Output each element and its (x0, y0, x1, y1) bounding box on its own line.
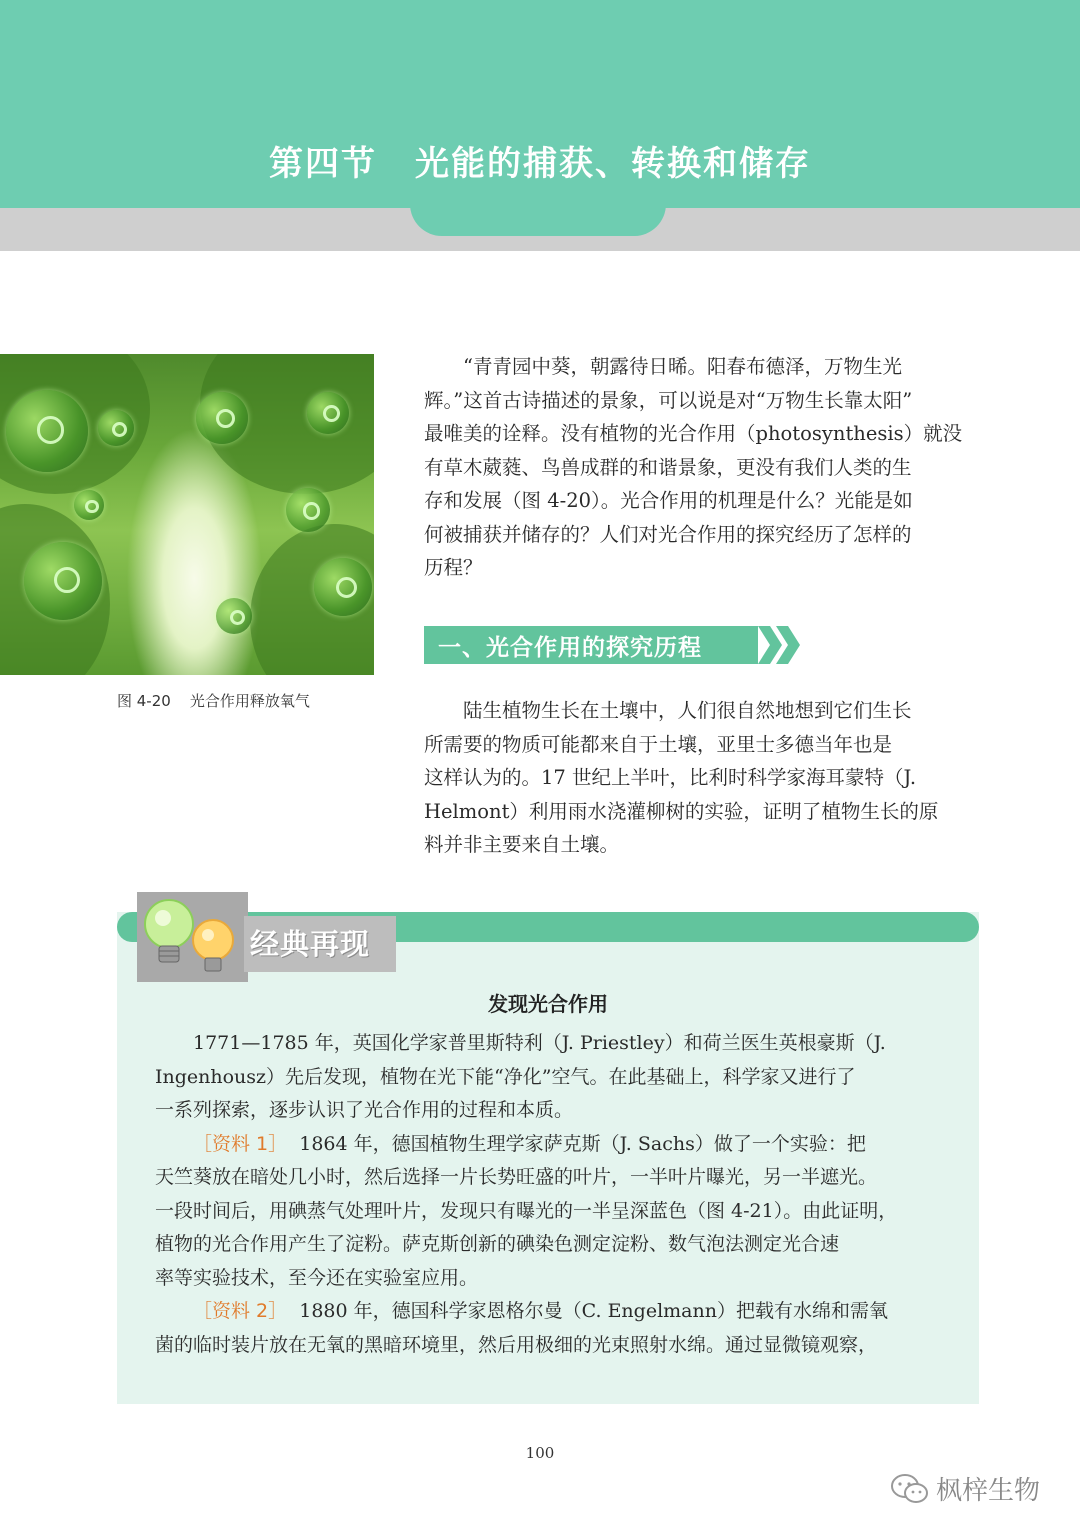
text-line: “青青园中葵，朝露待日晞。阳春布德泽，万物生光 (463, 355, 902, 378)
intro-paragraph (424, 350, 980, 585)
text-line: 料并非主要来自土壤。 (424, 833, 620, 856)
text-line: Ingenhousz）先后发现，植物在光下能“净化”空气。在此基础上，科学家又进行了 (155, 1065, 856, 1088)
section-number: 第四节 (269, 144, 377, 184)
watermark (890, 1470, 1040, 1507)
material-1-tag: ［资料 1］ (193, 1132, 288, 1155)
section-heading (424, 626, 758, 664)
material-2-text: 1880 年，德国科学家恩格尔曼（C. Engelmann）把载有水绵和需氧 (299, 1300, 888, 1322)
text-line: 1771—1785 年，英国化学家普里斯特利（J. Priestley）和荷兰医生英根豪斯（J. (193, 1032, 886, 1054)
forest-bubbles-photo (0, 354, 374, 675)
text-line: 历程？ (424, 556, 483, 579)
text-line: 菌的临时装片放在无氧的黑暗环境里，然后用极细的光束照射水绵。通过显微镜观察， (155, 1333, 878, 1356)
text-line: Helmont）利用雨水浇灌柳树的实验，证明了植物生长的原 (424, 799, 939, 823)
text-line: 有草木葳蕤、鸟兽成群的和谐景象，更没有我们人类的生 (424, 455, 912, 479)
text-line: 天竺葵放在暗处几小时，然后选择一片长势旺盛的叶片，一半叶片曝光，另一半遮光。 (155, 1166, 878, 1188)
text-line: 存和发展（图 4-20）。光合作用的机理是什么？光能是如 (424, 489, 913, 512)
material-2-tag: ［资料 2］ (193, 1300, 288, 1322)
section-paragraph (424, 694, 980, 862)
double-chevron-icon (758, 626, 802, 664)
chapter-title (0, 136, 1080, 185)
text-line: 辉。”这首古诗描述的景象，可以说是对“万物生长靠太阳” (424, 388, 913, 412)
box-label: 经典再现 (250, 927, 371, 961)
wechat-icon (890, 1473, 930, 1505)
box-title: 发现光合作用 (488, 992, 608, 1016)
material-line (155, 1128, 941, 1162)
material-line (155, 1295, 941, 1329)
section-heading-text: 一、光合作用的探究历程 (438, 635, 702, 661)
text-line: 所需要的物质可能都来自于土壤，亚里士多德当年也是 (424, 732, 893, 756)
text-line: 率等实验技术，至今还在实验室应用。 (155, 1266, 479, 1289)
material-1-text: 1864 年，德国植物生理学家萨克斯（J. Sachs）做了一个实验：把 (299, 1132, 866, 1155)
text-line: 这样认为的。17 世纪上半叶，比利时科学家海耳蒙特（J. (424, 766, 917, 789)
text-line: 植物的光合作用产生了淀粉。萨克斯创新的碘染色测定淀粉、数气泡法测定光合速 (155, 1233, 840, 1255)
text-line: 陆生植物生长在土壤中，人们很自然地想到它们生长 (463, 699, 912, 722)
text-line: 一系列探索，逐步认识了光合作用的过程和本质。 (155, 1099, 574, 1121)
text-line: 何被捕获并储存的？人们对光合作用的探究经历了怎样的 (424, 522, 912, 546)
bulb-badge (137, 892, 248, 982)
watermark-text: 枫梓生物 (936, 1476, 1041, 1506)
text-line: 最唯美的诠释。没有植物的光合作用（photosynthesis）就没 (424, 422, 963, 445)
lightbulb-icon (137, 892, 248, 982)
figure-caption: 图 4-20 光合作用释放氧气 (117, 692, 310, 710)
page-number: 100 (525, 1444, 555, 1462)
section-title: 光能的捕获、转换和储存 (415, 144, 811, 184)
box-paragraph (155, 1027, 941, 1362)
text-line: 一段时间后，用碘蒸气处理叶片，发现只有曝光的一半呈深蓝色（图 4-21）。由此证明， (155, 1199, 898, 1222)
